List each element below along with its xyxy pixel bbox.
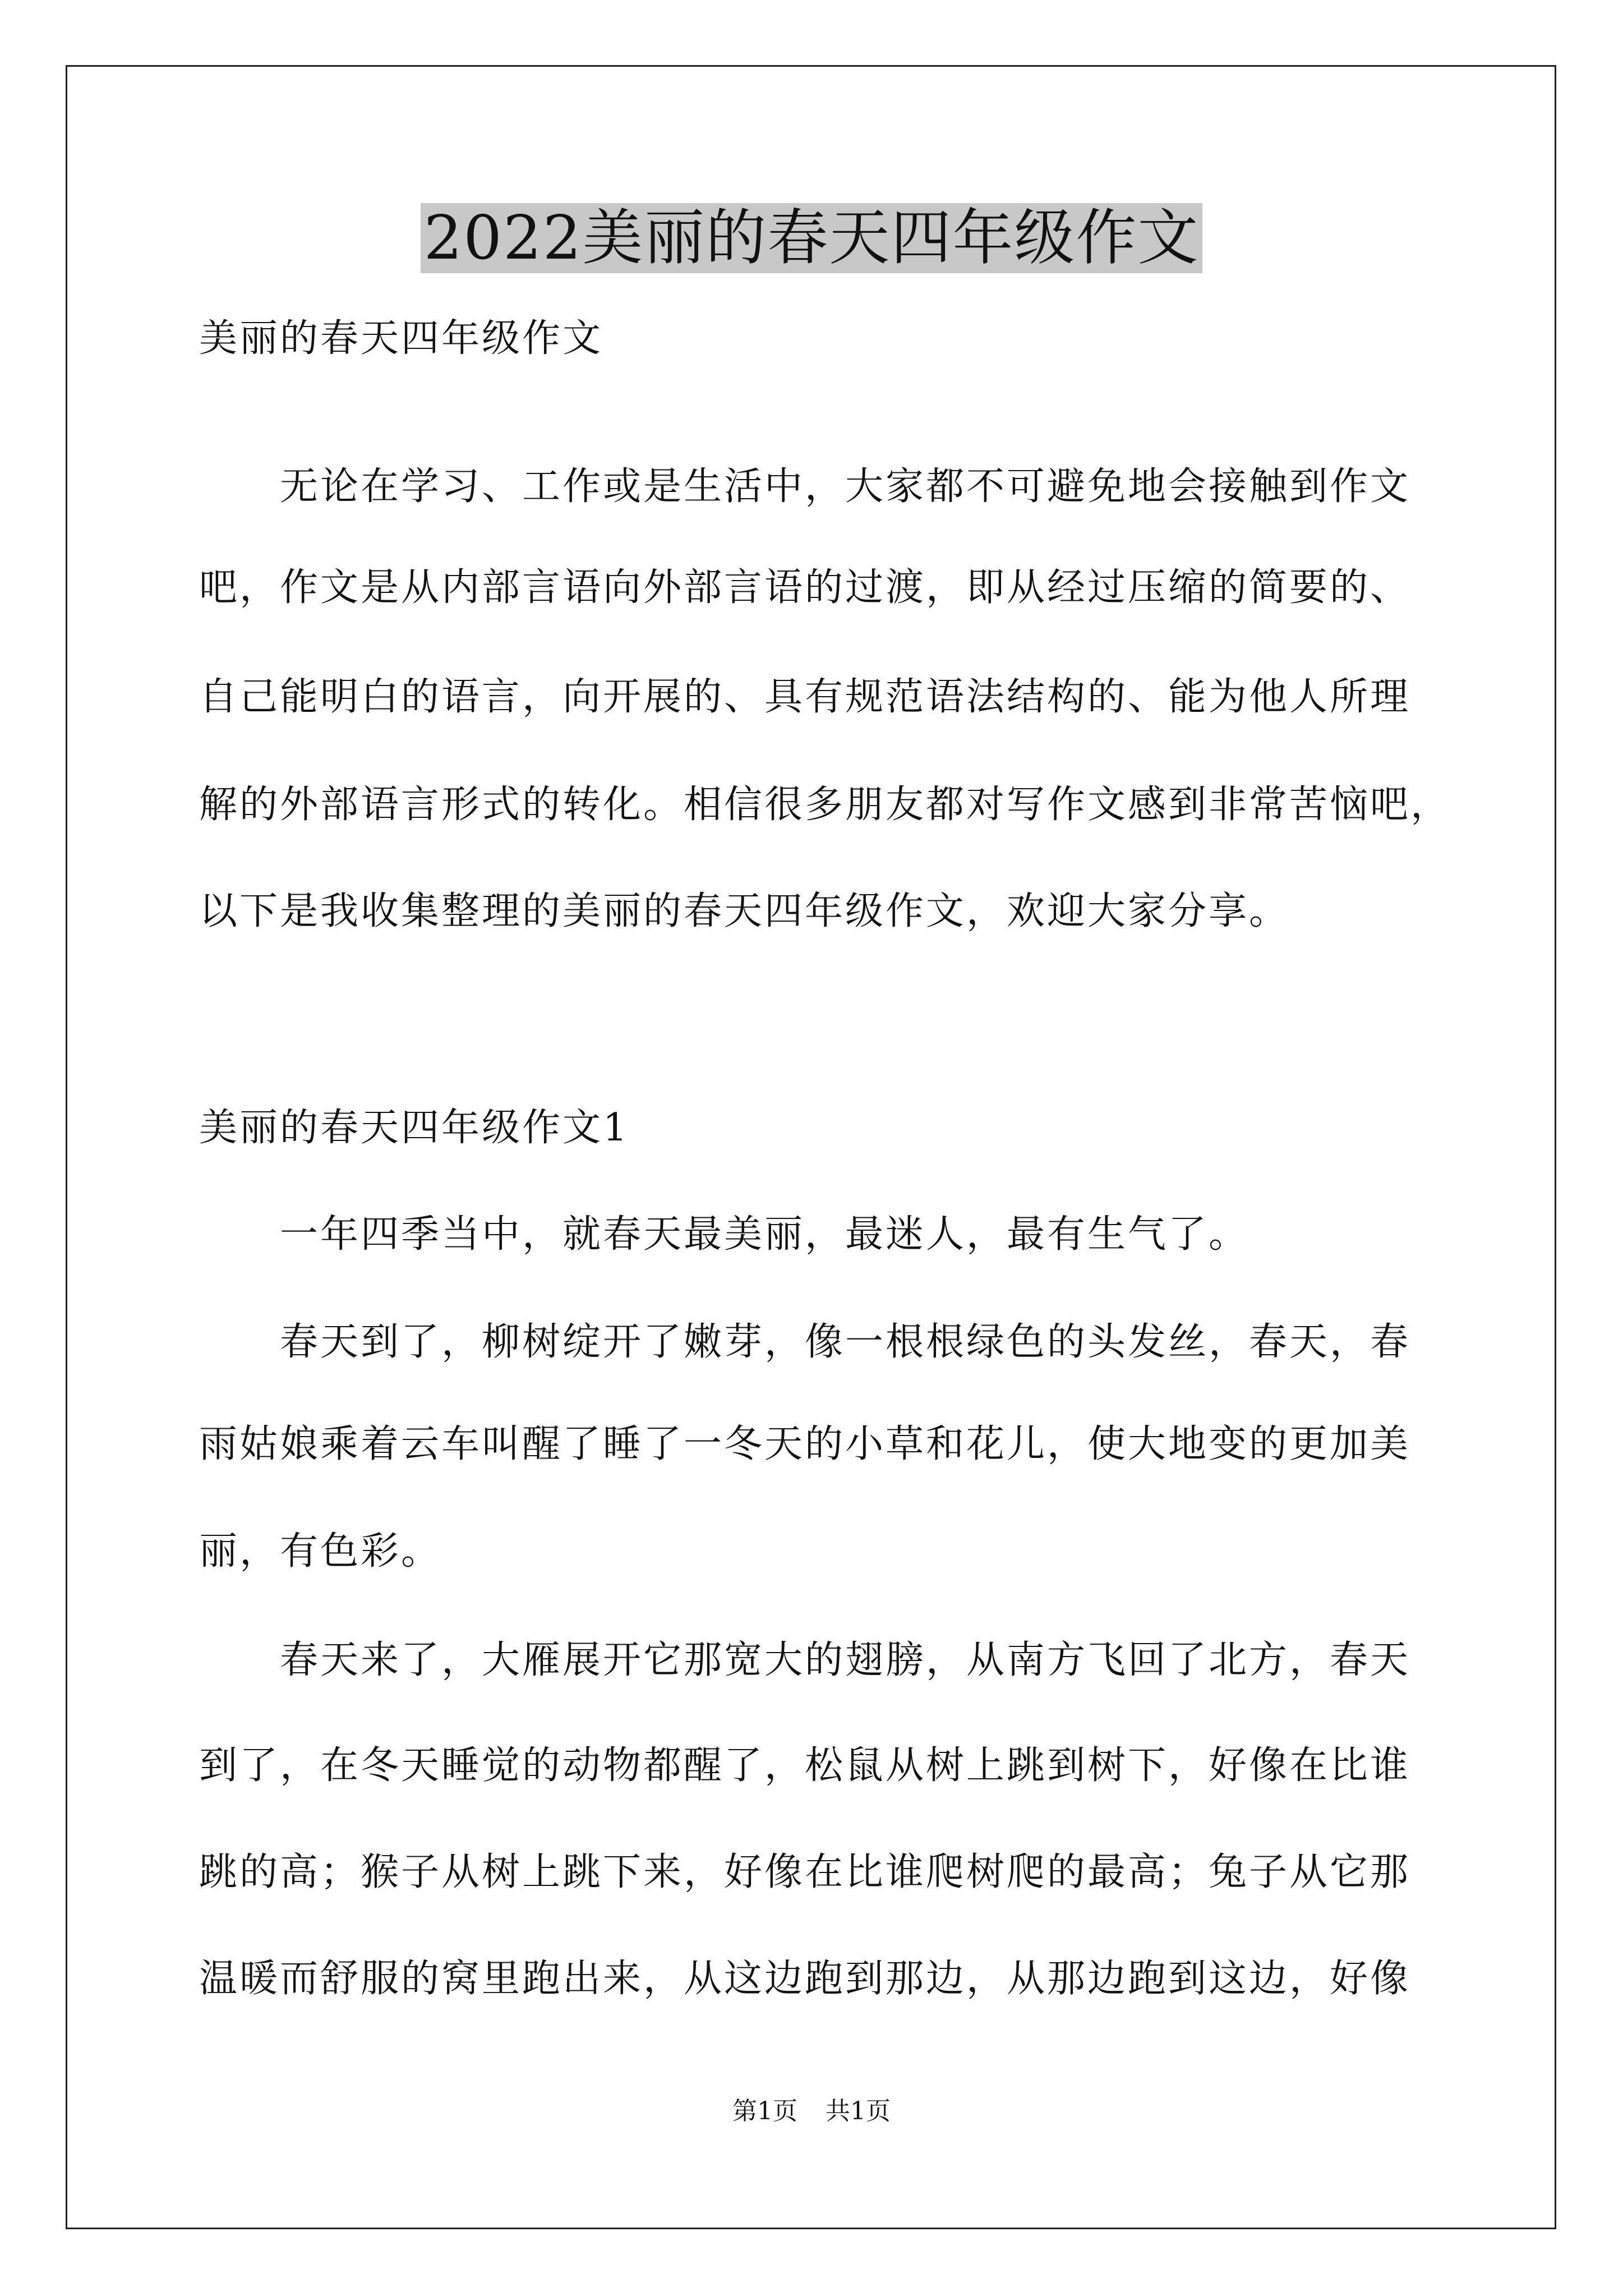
section-line: 温暖而舒服的窝里跑出来，从这边跑到那边，从那边跑到这边，好像: [199, 1957, 1411, 2001]
section-line: 一年四季当中，就春天最美丽，最迷人，最有生气了。: [199, 1212, 1249, 1257]
section-line: 春天到了，柳树绽开了嫩芽，像一根根绿色的头发丝，春天，春: [199, 1320, 1411, 1364]
section-line: 雨姑娘乘着云车叫醒了睡了一冬天的小草和花儿，使大地变的更加美: [199, 1422, 1411, 1466]
section-line: 跳的高；猴子从树上跳下来，好像在比谁爬树爬的最高；兔子从它那: [199, 1850, 1411, 1894]
intro-line: 解的外部语言形式的转化。相信很多朋友都对写作文感到非常苦恼吧，: [199, 783, 1451, 827]
document-subtitle: 美丽的春天四年级作文: [199, 316, 603, 361]
section-line: 丽，有色彩。: [199, 1529, 442, 1573]
section-line: 到了，在冬天睡觉的动物都醒了，松鼠从树上跳到树下，好像在比谁: [199, 1743, 1411, 1788]
page-footer: [0, 2095, 1623, 2128]
intro-line: 吧，作文是从内部言语向外部言语的过渡，即从经过压缩的简要的、: [199, 565, 1411, 610]
intro-line: 自己能明白的语言，向开展的、具有规范语法结构的、能为他人所理: [199, 675, 1411, 719]
section-line: 春天来了，大雁展开它那宽大的翅膀，从南方飞回了北方，春天: [199, 1638, 1411, 1682]
section-heading: 美丽的春天四年级作文1: [199, 1106, 630, 1150]
page-number: 第1页: [732, 2097, 797, 2125]
intro-line: 无论在学习、工作或是生活中，大家都不可避免地会接触到作文: [199, 464, 1411, 509]
page-total: 共1页: [826, 2097, 891, 2125]
document-title-text: 2022美丽的春天四年级作文: [421, 203, 1203, 273]
intro-line: 以下是我收集整理的美丽的春天四年级作文，欢迎大家分享。: [199, 889, 1290, 933]
document-title: [0, 199, 1623, 278]
